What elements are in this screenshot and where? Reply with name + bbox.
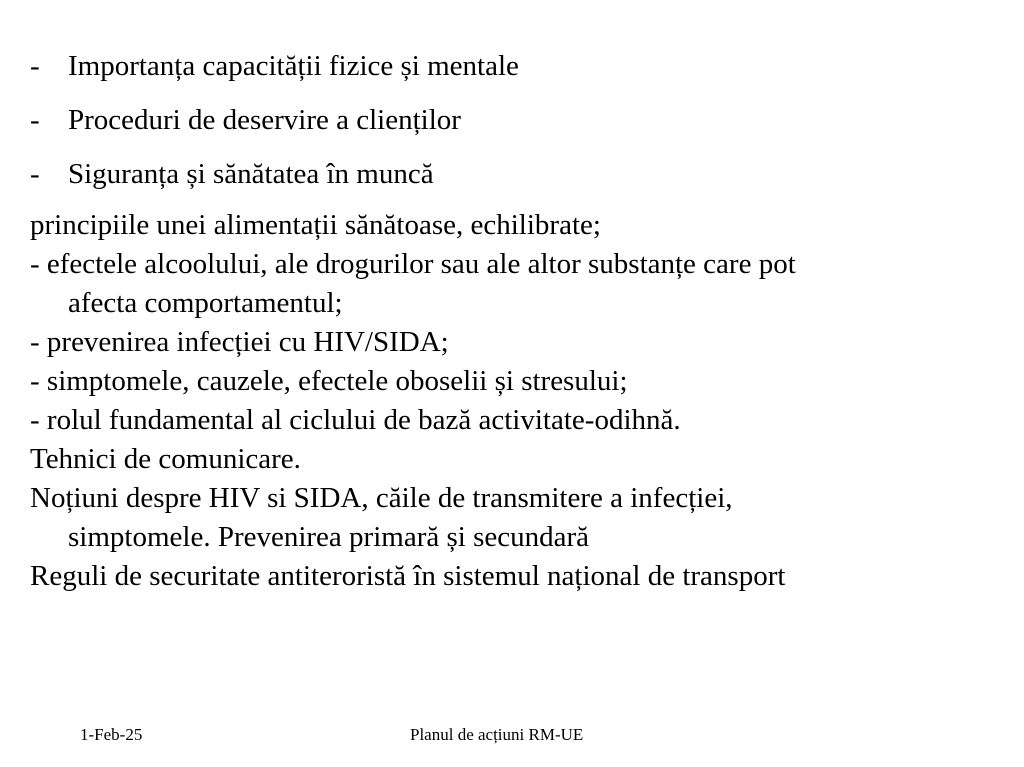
bullet-text: Proceduri de deservire a clienților bbox=[68, 104, 461, 136]
body-line: Noțiuni despre HIV si SIDA, căile de transmitere a infecției, bbox=[30, 482, 733, 514]
body-line: - simptomele, cauzele, efectele oboselii și stresului; bbox=[30, 365, 628, 397]
bullet-item bbox=[30, 46, 990, 86]
body-line: principiile unei alimentații sănătoase, echilibrate; bbox=[30, 209, 601, 241]
footer-title: Planul de acțiuni RM-UE bbox=[410, 725, 584, 744]
body-text bbox=[30, 206, 990, 596]
bullet-list bbox=[30, 46, 990, 208]
body-line: Reguli de securitate antiteroristă în sistemul național de transport bbox=[30, 560, 786, 592]
body-line: - prevenirea infecției cu HIV/SIDA; bbox=[30, 326, 449, 358]
body-line: Tehnici de comunicare. bbox=[30, 443, 301, 475]
footer-date: 1-Feb-25 bbox=[80, 725, 143, 744]
body-line-continuation: simptomele. Prevenirea primară și secundară bbox=[68, 521, 589, 553]
bullet-item bbox=[30, 100, 990, 140]
body-line: - efectele alcoolului, ale drogurilor sau ale altor substanțe care pot bbox=[30, 248, 796, 280]
body-line-continuation: afecta comportamentul; bbox=[68, 287, 343, 319]
bullet-marker: - bbox=[30, 158, 40, 190]
body-line: - rolul fundamental al ciclului de bază activitate-odihnă. bbox=[30, 404, 681, 436]
bullet-marker: - bbox=[30, 104, 40, 136]
bullet-item bbox=[30, 154, 990, 194]
bullet-text: Siguranța și sănătatea în muncă bbox=[68, 158, 434, 190]
bullet-text: Importanța capacității fizice și mentale bbox=[68, 50, 519, 82]
bullet-marker: - bbox=[30, 50, 40, 82]
